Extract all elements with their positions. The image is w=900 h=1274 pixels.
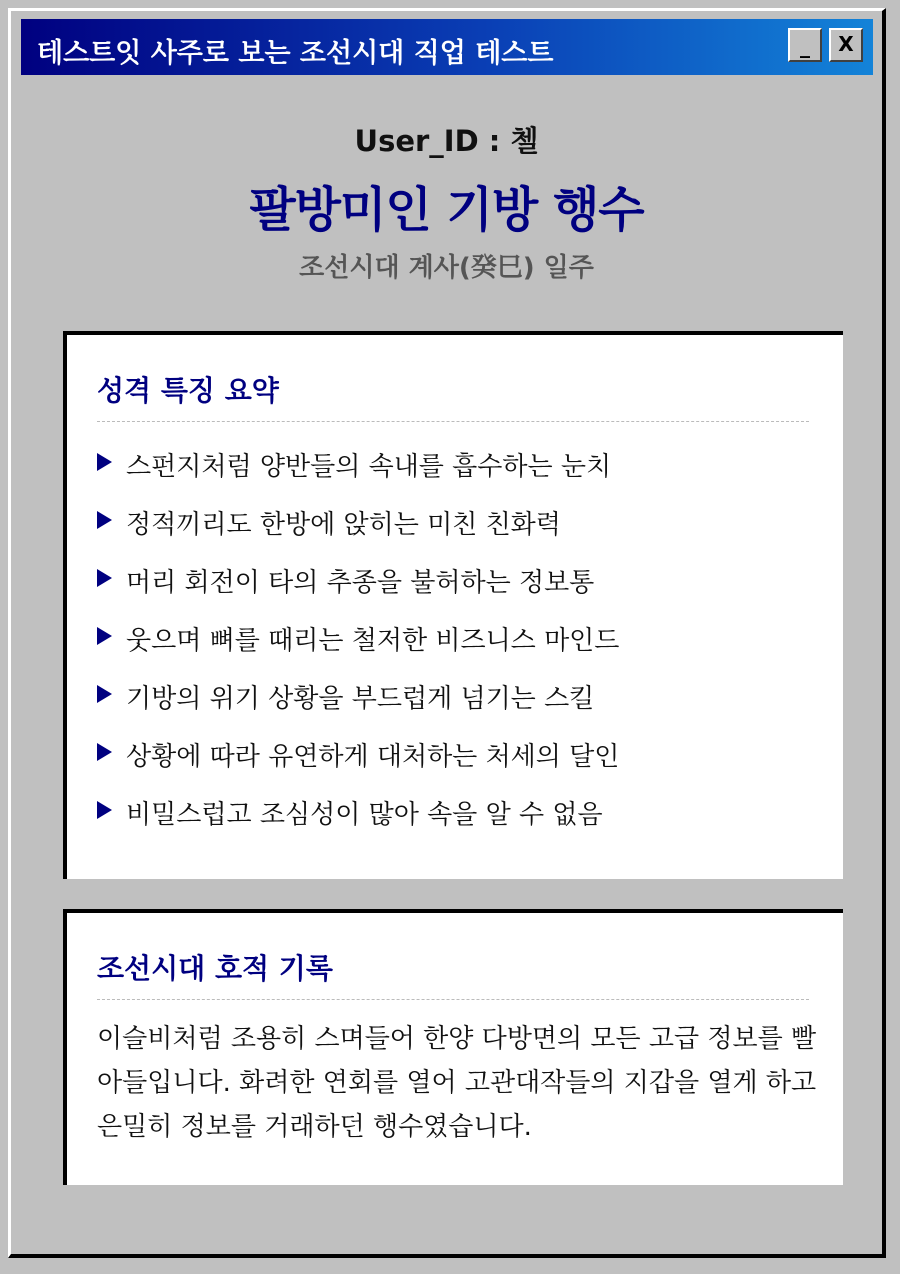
user-id: User_ID : 첼 xyxy=(354,124,539,158)
trait-text: 상황에 따라 유연하게 대처하는 처세의 달인 xyxy=(126,741,620,772)
title-bar[interactable] xyxy=(21,19,873,75)
triangle-right-icon xyxy=(97,511,112,529)
traits-heading: 성격 특징 요약 xyxy=(97,369,809,422)
close-icon: X xyxy=(838,32,854,56)
window-title: 테스트잇 사주로 보는 조선시대 직업 테스트 xyxy=(37,38,554,69)
triangle-right-icon xyxy=(97,801,112,819)
list-item xyxy=(97,551,817,609)
trait-text: 비밀스럽고 조심성이 많아 속을 알 수 없음 xyxy=(126,799,603,830)
close-button[interactable] xyxy=(829,28,863,62)
record-panel xyxy=(63,909,843,1185)
job-title: 팔방미인 기방 행수 xyxy=(249,182,644,238)
app-window xyxy=(8,8,886,1258)
triangle-right-icon xyxy=(97,685,112,703)
trait-text: 웃으며 뼈를 때리는 철저한 비즈니스 마인드 xyxy=(126,625,620,656)
record-text: 이슬비처럼 조용히 스며들어 한양 다방면의 모든 고급 정보를 빨아들입니다. 화려한 연회를 열어 고관대작들의 지갑을 열게 하고 은밀히 정보를 거래하던 행수였습니다. xyxy=(97,1024,817,1142)
list-item xyxy=(97,609,817,667)
trait-text: 기방의 위기 상황을 부드럽게 넘기는 스킬 xyxy=(126,683,595,714)
triangle-right-icon xyxy=(97,627,112,645)
list-item xyxy=(97,783,817,841)
triangle-right-icon xyxy=(97,453,112,471)
record-heading: 조선시대 호적 기록 xyxy=(97,947,809,1000)
list-item xyxy=(97,493,817,551)
list-item xyxy=(97,725,817,783)
day-pillar: 조선시대 계사(癸巳) 일주 xyxy=(299,253,594,283)
list-item xyxy=(97,435,817,493)
traits-panel xyxy=(63,331,843,879)
minimize-button[interactable] xyxy=(788,28,822,62)
trait-list xyxy=(97,435,817,841)
list-item xyxy=(97,667,817,725)
triangle-right-icon xyxy=(97,569,112,587)
trait-text: 정적끼리도 한방에 앉히는 미친 친화력 xyxy=(126,509,561,540)
minimize-icon: _ xyxy=(800,34,810,58)
trait-text: 스펀지처럼 양반들의 속내를 흡수하는 눈치 xyxy=(126,451,612,482)
trait-text: 머리 회전이 타의 추종을 불허하는 정보통 xyxy=(126,567,595,598)
triangle-right-icon xyxy=(97,743,112,761)
